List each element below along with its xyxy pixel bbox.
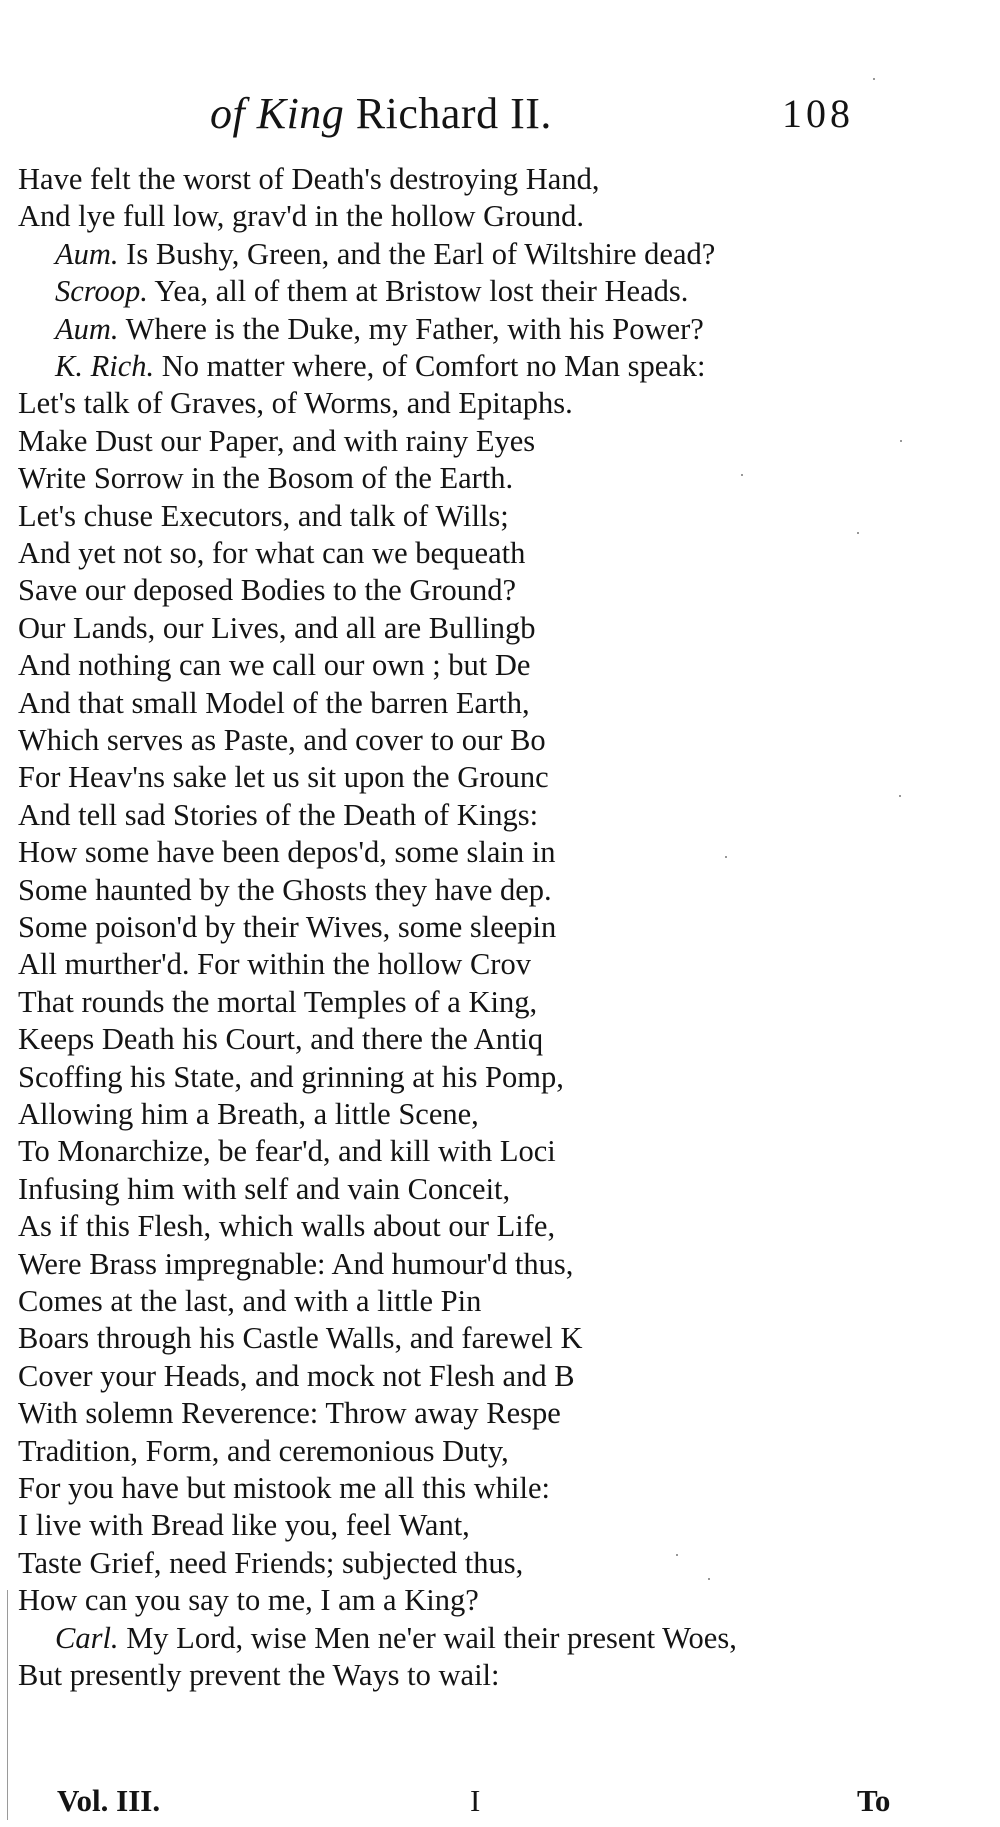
verse-line [18, 197, 584, 235]
line-text: And nothing can we call our own ; but De [18, 648, 531, 683]
print-speck [708, 1578, 710, 1580]
line-text: Let's talk of Graves, of Worms, and Epitaphs. [18, 386, 573, 421]
verse-line [18, 721, 546, 759]
page-footer [0, 1783, 1000, 1823]
line-text: Taste Grief, need Friends; subjected thus, [18, 1545, 524, 1580]
line-text: Scoffing his State, and grinning at his Pomp, [18, 1059, 564, 1094]
verse-line [18, 571, 516, 609]
line-text: Write Sorrow in the Bosom of the Earth. [18, 461, 514, 496]
line-text: And tell sad Stories of the Death of Kings: [18, 797, 539, 832]
line-text: Infusing him with self and vain Conceit, [18, 1171, 511, 1206]
print-speck [725, 856, 727, 858]
line-text: Keeps Death his Court, and there the Antiq [18, 1022, 544, 1057]
verse-line [18, 1469, 550, 1507]
line-text: As if this Flesh, which walls about our Life, [18, 1209, 556, 1244]
line-text: For you have but mistook me all this while: [18, 1471, 551, 1505]
line-text: Some haunted by the Ghosts they have dep. [18, 872, 552, 907]
verse-line [18, 1357, 575, 1395]
verse-line [18, 646, 530, 684]
line-text: Which serves as Paste, and cover to our Bo [18, 723, 546, 757]
line-text: No matter where, of Comfort no Man speak: [161, 349, 706, 383]
line-text: With solemn Reverence: Throw away Respe [18, 1396, 561, 1431]
line-text: Let's chuse Executors, and talk of Wills; [18, 498, 509, 533]
verse-line [55, 1619, 737, 1657]
verse-line [18, 833, 555, 871]
print-speck [873, 78, 875, 80]
verse-line [18, 459, 513, 497]
verse-line [18, 758, 549, 796]
verse-line [18, 1319, 583, 1357]
verse-line [18, 1132, 556, 1170]
line-text: Boars through his Castle Walls, and farewel K [18, 1321, 583, 1356]
line-text: Cover your Heads, and mock not Flesh and B [18, 1358, 575, 1393]
line-text: To Monarchize, be fear'd, and kill with Loci [18, 1134, 556, 1169]
line-text: Our Lands, our Lives, and all are Bullingb [18, 610, 536, 645]
verse-line [18, 1544, 523, 1582]
verse-line [18, 609, 536, 647]
speaker-name: Carl. [55, 1620, 119, 1655]
line-text: And lye full low, grav'd in the hollow Ground. [18, 199, 584, 234]
running-title [210, 88, 552, 139]
verse-line [18, 1432, 509, 1470]
line-text: All murther'd. For within the hollow Crov [18, 947, 531, 982]
verse-line [18, 1656, 500, 1694]
line-text: And yet not so, for what can we bequeath [18, 536, 526, 570]
verse-line [18, 1282, 481, 1320]
line-text: And that small Model of the barren Earth, [18, 685, 530, 720]
page-number: 108 [782, 91, 854, 136]
signature-mark: I [470, 1783, 481, 1818]
verse-line [18, 1095, 479, 1133]
verse-line [18, 1170, 510, 1208]
verse-line [18, 1506, 470, 1544]
line-text: My Lord, wise Men ne'er wail their present Woes, [126, 1620, 737, 1655]
verse-line [18, 1245, 573, 1283]
line-text: Some poison'd by their Wives, some sleepin [18, 910, 557, 944]
verse-line [18, 945, 531, 983]
line-text: How can you say to me, I am a King? [18, 1583, 479, 1618]
speaker-name: Aum. [55, 236, 119, 271]
print-speck [741, 474, 743, 476]
print-speck [900, 440, 902, 442]
print-speck [676, 1554, 678, 1556]
print-speck [899, 795, 901, 797]
verse-line [18, 908, 556, 946]
catchword: To [857, 1783, 891, 1818]
verse-line [18, 497, 509, 535]
speaker-name: K. Rich. [55, 349, 155, 383]
verse-line [18, 160, 599, 198]
line-text: Tradition, Form, and ceremonious Duty, [18, 1433, 509, 1468]
line-text: That rounds the mortal Temples of a King, [18, 984, 538, 1019]
line-text: Make Dust our Paper, and with rainy Eyes [18, 423, 536, 458]
verse-line [18, 796, 538, 834]
running-title-prefix: of King [210, 89, 345, 138]
volume-label: Vol. III. [57, 1783, 161, 1818]
verse-line [55, 235, 715, 273]
verse-line [55, 347, 706, 385]
speaker-name: Aum. [55, 311, 119, 346]
verse-line [18, 422, 535, 460]
line-text: Comes at the last, and with a little Pin [18, 1284, 482, 1318]
verse-line [18, 1020, 543, 1058]
line-text: Where is the Duke, my Father, with his Power? [125, 311, 704, 346]
verse-line [18, 534, 525, 572]
line-text: But presently prevent the Ways to wail: [18, 1658, 500, 1692]
verse-line [18, 1207, 555, 1245]
verse-line [18, 983, 537, 1021]
line-text: Is Bushy, Green, and the Earl of Wiltshire dead? [126, 236, 716, 271]
line-text: Have felt the worst of Death's destroying Hand, [18, 162, 600, 196]
print-speck [857, 532, 859, 534]
verse-line [55, 310, 704, 348]
speaker-name: Scroop. [55, 274, 148, 309]
line-text: Yea, all of them at Bristow lost their Heads. [154, 274, 689, 309]
verse-line [18, 871, 552, 909]
verse-line [18, 684, 530, 722]
line-text: Were Brass impregnable: And humour'd thus, [18, 1246, 574, 1281]
verse-line [18, 384, 573, 422]
verse-line [18, 1581, 479, 1619]
running-title-main: Richard II. [355, 89, 552, 138]
line-text: Allowing him a Breath, a little Scene, [18, 1097, 479, 1131]
line-text: For Heav'ns sake let us sit upon the Grounc [18, 760, 549, 795]
line-text: Save our deposed Bodies to the Ground? [18, 573, 517, 608]
line-text: How some have been depos'd, some slain in [18, 835, 556, 870]
verse-line [55, 272, 688, 310]
verse-line [18, 1394, 561, 1432]
line-text: I live with Bread like you, feel Want, [18, 1508, 470, 1543]
verse-line [18, 1058, 564, 1096]
